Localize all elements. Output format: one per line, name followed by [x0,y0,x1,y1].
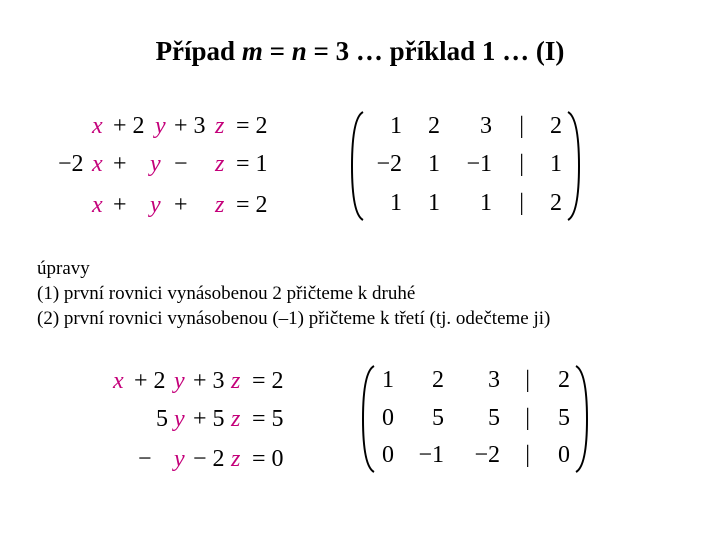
title-var-n: n [291,36,307,66]
matrix-separator: | [525,367,530,393]
matrix-cell: 3 [480,113,492,139]
term: −2 [58,151,84,177]
matrix-cell: 2 [550,113,562,139]
matrix-cell: 1 [428,151,440,177]
matrix-cell: 1 [428,190,440,216]
term: + 2 [134,368,166,394]
term: + [113,192,127,218]
matrix-cell: −1 [418,442,444,468]
matrix-2-right-bracket [572,364,590,474]
notes-step-1: (1) první rovnici vynásobenou 2 přičteme k druhé [37,283,416,304]
matrix-cell: 5 [432,405,444,431]
matrix-1-right-bracket [564,110,582,222]
term: + 5 [193,406,225,432]
matrix-cell: 2 [558,367,570,393]
matrix-cell: 0 [382,442,394,468]
term: z [231,368,241,394]
term: y [150,192,161,218]
term: = 1 [236,151,268,177]
term: z [231,406,241,432]
term: y [155,113,166,139]
matrix-cell: −1 [466,151,492,177]
notes-step-2: (2) první rovnici vynásobenou (–1) přičteme k třetí (tj. odečteme ji) [37,308,551,329]
term: + [113,151,127,177]
matrix-separator: | [519,113,524,139]
term: z [215,151,225,177]
term: = 2 [252,368,284,394]
matrix-cell: 0 [558,442,570,468]
term: + 3 [174,113,206,139]
matrix-cell: 1 [382,367,394,393]
matrix-cell: 1 [390,113,402,139]
term: 5 [156,406,168,432]
term: = 2 [236,192,268,218]
title-suffix: = 3 … příklad 1 … (I) [306,36,565,66]
matrix-cell: 5 [558,405,570,431]
matrix-separator: | [519,151,524,177]
matrix-cell: 2 [428,113,440,139]
matrix-separator: | [525,442,530,468]
term: − [174,151,188,177]
term: z [231,446,241,472]
term: − 2 [193,446,225,472]
term: − [138,446,152,472]
matrix-separator: | [519,190,524,216]
matrix-cell: 3 [488,367,500,393]
term: + 2 [113,113,145,139]
operations-notes [37,256,550,331]
notes-heading: úpravy [37,258,90,279]
matrix-cell: −2 [376,151,402,177]
matrix-cell: 1 [550,151,562,177]
matrix-cell: 5 [488,405,500,431]
term: = 0 [252,446,284,472]
matrix-cell: 1 [390,190,402,216]
term: y [174,406,185,432]
title-var-m: m [241,36,263,66]
term: x [92,192,103,218]
matrix-cell: 0 [382,405,394,431]
term: y [174,446,185,472]
matrix-cell: 1 [480,190,492,216]
term: z [215,113,225,139]
term: x [92,151,103,177]
matrix-cell: 2 [550,190,562,216]
term: = 5 [252,406,284,432]
term: + 3 [193,368,225,394]
term: y [174,368,185,394]
title-prefix: Případ [155,36,242,66]
term: + [174,192,188,218]
title-eq: = [262,36,292,66]
matrix-cell: −2 [474,442,500,468]
matrix-cell: 2 [432,367,444,393]
term: z [215,192,225,218]
term: x [92,113,103,139]
term: = 2 [236,113,268,139]
term: x [113,368,124,394]
page-title [0,36,720,67]
term: y [150,151,161,177]
matrix-separator: | [525,405,530,431]
